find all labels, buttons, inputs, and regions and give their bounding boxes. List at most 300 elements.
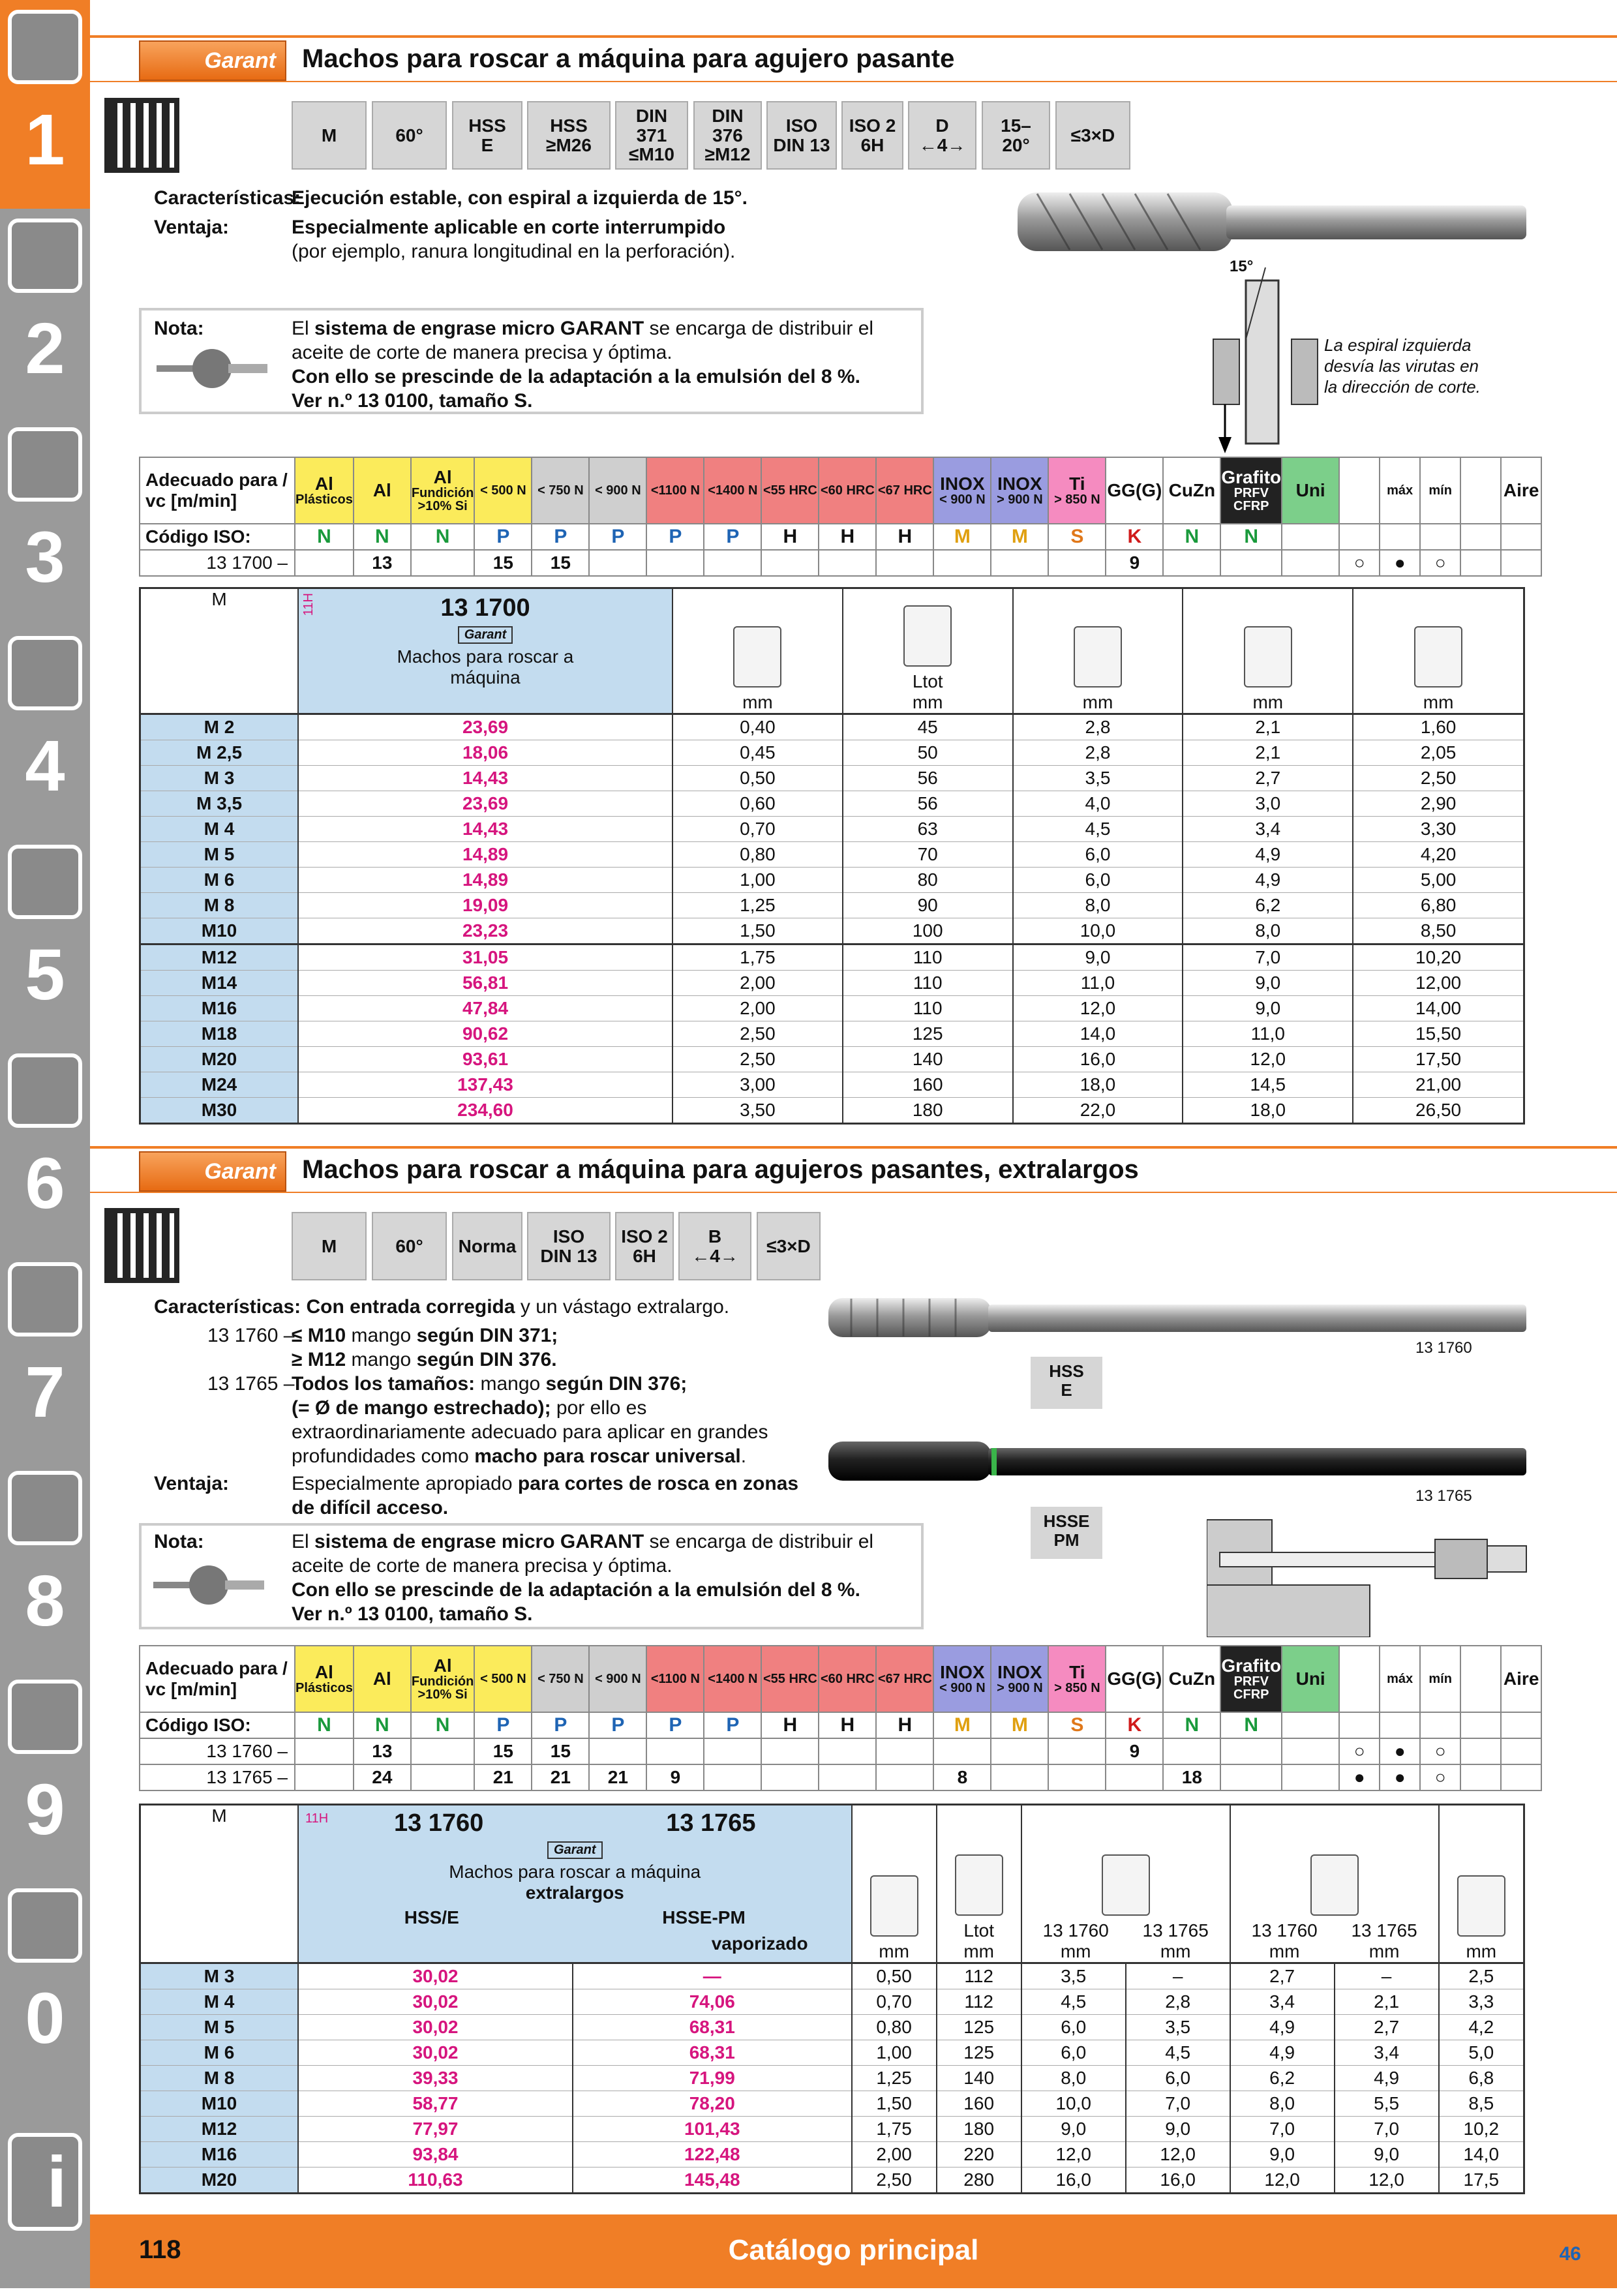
note-bold: Con ello se prescinde de la adaptación a la emulsión del 8 %. (292, 366, 860, 387)
material-column (1048, 1646, 1106, 1712)
iso-code: N (354, 524, 411, 550)
material-sub: Plásticos (295, 1681, 353, 1695)
qr-code[interactable] (104, 1208, 179, 1283)
drill-icon (8, 10, 82, 84)
value-cell: 3,0 (1183, 791, 1353, 817)
size-cell: M 8 (140, 893, 299, 918)
value-cell: 5,5 (1335, 2091, 1439, 2117)
tap-icon (8, 427, 82, 502)
note-line (292, 389, 873, 413)
speed-value (761, 1764, 819, 1790)
material-column (933, 1646, 991, 1712)
material-column (532, 1646, 589, 1712)
pliers-icon (8, 1262, 82, 1337)
value-cell: 1,60 (1353, 714, 1524, 740)
speed-value: ● (1380, 1738, 1420, 1764)
tolerance-label: 11H (305, 1811, 329, 1826)
label-line: Adecuado para / (145, 470, 288, 490)
price-cell: — (573, 1963, 852, 1989)
material-sub: < 500 N (480, 1672, 526, 1686)
note-text (292, 1530, 873, 1626)
price-cell: 14,43 (298, 817, 672, 842)
iso-code: P (532, 524, 589, 550)
material-name: Al (433, 467, 452, 487)
speed-value: ● (1380, 550, 1420, 576)
advantage-text: Especialmente apropiado (292, 1473, 518, 1494)
value-cell: 6,0 (1021, 2040, 1126, 2066)
sidebar-tab-0[interactable] (0, 1879, 90, 2087)
material-sub: Fundición >10% Si (411, 486, 474, 513)
price-cell: 122,48 (573, 2142, 852, 2168)
value-cell: 6,2 (1230, 2066, 1335, 2091)
material-sub: <1400 N (708, 483, 758, 498)
sub-article: 13 1760 (1251, 1920, 1318, 1941)
iso-code: N (411, 1712, 475, 1738)
caption-line: la dirección de corte. (1324, 377, 1481, 397)
material-name: Ti (1069, 474, 1085, 494)
speed-value (295, 1764, 354, 1790)
price-cell: 30,02 (298, 2015, 573, 2040)
value-cell: 2,7 (1335, 2015, 1439, 2040)
material-column (1339, 457, 1380, 524)
material-column (1420, 457, 1460, 524)
value-cell: 1,00 (852, 2040, 937, 2066)
spec-badge: ISO DIN 13 (527, 1212, 611, 1280)
lubrication-nozzle-icon (157, 346, 267, 391)
material-sub: PRFV CFRP (1233, 486, 1269, 513)
table-row (140, 714, 1524, 740)
iso-code: M (991, 1712, 1048, 1738)
material-name: Al (314, 474, 333, 494)
value-cell: 2,05 (1353, 740, 1524, 766)
caption-line: desvía las virutas en (1324, 356, 1479, 376)
advantage-text: (por ejemplo, ranura longitudinal en la perforación). (292, 241, 736, 262)
price-cell: 58,77 (298, 2091, 573, 2117)
sidebar-tab-4[interactable] (0, 626, 90, 835)
value-cell: 10,0 (1021, 2091, 1126, 2117)
garant-logo: Garant (547, 1841, 602, 1859)
thread-pitch-icon (870, 1875, 918, 1937)
value-cell: 10,20 (1353, 944, 1524, 971)
speed-value (1460, 1738, 1501, 1764)
material-column (991, 457, 1048, 524)
material-sub: < 900 N (939, 1681, 986, 1695)
speed-row (140, 1764, 1541, 1790)
material-sub: > 850 N (1054, 1681, 1100, 1695)
value-cell: 21,00 (1353, 1072, 1524, 1098)
table-row (140, 2117, 1524, 2142)
value-cell: 4,9 (1183, 842, 1353, 868)
page-number: 118 (139, 2235, 181, 2264)
speed-value: 24 (354, 1764, 411, 1790)
material-badge: HSS E (1031, 1357, 1102, 1409)
price-cell: 31,05 (298, 944, 672, 971)
table-row (140, 2015, 1524, 2040)
speed-value (589, 550, 646, 576)
material-sub: <67 HRC (877, 1672, 932, 1686)
unit-label: mm (1423, 692, 1454, 712)
sidebar-tab-9[interactable] (0, 1670, 90, 1879)
value-cell: 110 (843, 971, 1013, 996)
iso-code: N (1163, 524, 1220, 550)
sidebar-number: 1 (25, 100, 65, 180)
spec-line (292, 1348, 557, 1372)
value-cell: 3,50 (672, 1098, 843, 1124)
qr-code[interactable] (104, 98, 179, 173)
col-m-header: M (140, 588, 299, 714)
value-cell: 63 (843, 817, 1013, 842)
value-cell: 180 (843, 1098, 1013, 1124)
suitability-label (140, 457, 295, 524)
value-cell: 3,5 (1021, 1963, 1126, 1989)
price-cell: 39,33 (298, 2066, 573, 2091)
price-cell: 137,43 (298, 1072, 672, 1098)
unit-label: mm (1082, 692, 1113, 712)
sidebar-tab-6[interactable] (0, 1044, 90, 1252)
size-cell: M20 (140, 1047, 299, 1072)
material-name: INOX (940, 1662, 985, 1682)
sidebar-number: 9 (25, 1770, 65, 1850)
tool-code: 13 1760 (1415, 1339, 1472, 1357)
material-sub: máx (1387, 1672, 1413, 1686)
material-name: Al (314, 1662, 333, 1682)
iso-code: P (646, 524, 704, 550)
value-cell: 22,0 (1013, 1098, 1183, 1124)
value-cell: 90 (843, 893, 1013, 918)
size-cell: M 6 (140, 868, 299, 893)
table-row (140, 842, 1524, 868)
material-column (1282, 457, 1339, 524)
shank-diameter-icon (1102, 1854, 1150, 1916)
material-sub: vaporizado (711, 1933, 808, 1954)
sub-article: 13 1765 (1351, 1920, 1417, 1941)
product-table-13-1700 (139, 587, 1525, 1125)
spec-badge: ≤3×D (757, 1212, 821, 1280)
iso-code: M (933, 1712, 991, 1738)
material-column (819, 457, 876, 524)
speed-value: 21 (532, 1764, 589, 1790)
spec-badge: D ←4→ (908, 101, 976, 170)
spec-bold: ≥ M12 (292, 1349, 346, 1370)
advantage-bold: para cortes de rosca en zonas (517, 1473, 799, 1494)
note-bold: Con ello se prescinde de la adaptación a la emulsión del 8 %. (292, 1579, 860, 1601)
iso-code (1380, 524, 1420, 550)
garant-logo: Garant (458, 626, 513, 644)
iso-code (1460, 524, 1501, 550)
spec-text: por ello es (551, 1397, 647, 1419)
iso-code: P (589, 1712, 646, 1738)
iso-code (1501, 524, 1541, 550)
label-line: Adecuado para / (145, 1658, 288, 1678)
speed-value (1460, 550, 1501, 576)
price-cell: 101,43 (573, 2117, 852, 2142)
material-sub: mín (1428, 483, 1452, 498)
material-label: HSSE-PM (662, 1907, 746, 1927)
advantage-label: Ventaja: (154, 1473, 230, 1494)
section-title: Machos para roscar a máquina para agujero pasante (302, 44, 955, 73)
value-cell: 2,7 (1183, 766, 1353, 791)
iso-code: N (411, 524, 475, 550)
table-row (140, 791, 1524, 817)
value-cell: 4,5 (1013, 817, 1183, 842)
article-code: 13 1765 – (140, 1764, 295, 1790)
speed-value (704, 1738, 761, 1764)
material-name: Aire (1503, 1669, 1539, 1689)
speed-value (295, 550, 354, 576)
speed-value: ○ (1420, 550, 1460, 576)
material-name: INOX (997, 474, 1042, 494)
spec-badge: DIN 371 ≤M10 (615, 101, 688, 170)
features-label: Características: (154, 187, 301, 209)
value-cell: 2,50 (672, 1021, 843, 1047)
speed-value (991, 1764, 1048, 1790)
shank-diameter-icon (1074, 626, 1122, 687)
material-sub: <60 HRC (820, 483, 875, 498)
iso-code: P (589, 524, 646, 550)
speed-value: 21 (589, 1764, 646, 1790)
tap-photo-13-1700 (1011, 186, 1533, 258)
speed-value (761, 550, 819, 576)
dim-header (1183, 588, 1353, 714)
features-bold: Con entrada corregida (306, 1296, 515, 1318)
value-cell: 8,50 (1353, 918, 1524, 944)
sidebar-tab-7[interactable] (0, 1252, 90, 1461)
square-size-icon (1244, 626, 1292, 687)
title-underline (90, 81, 1617, 82)
material-sub: < 500 N (480, 483, 526, 498)
unit-label: mm (912, 692, 943, 712)
speed-value: ○ (1339, 550, 1380, 576)
material-column (1501, 1646, 1541, 1712)
features-line (154, 1295, 729, 1319)
note-text: se encarga de distribuir el (644, 318, 874, 339)
speed-value (704, 550, 761, 576)
table-row (140, 1989, 1524, 2015)
value-cell: 4,2 (1439, 2015, 1524, 2040)
spec-line (292, 1396, 646, 1420)
sidebar-tab-1[interactable] (0, 0, 90, 209)
value-cell: 8,0 (1230, 2091, 1335, 2117)
iso-code (1339, 1712, 1380, 1738)
price-cell: 110,63 (298, 2168, 573, 2194)
material-sub: > 900 N (997, 1681, 1043, 1695)
dim-header (843, 588, 1013, 714)
speed-value: 15 (532, 1738, 589, 1764)
value-cell: 4,9 (1230, 2015, 1335, 2040)
size-cell: M 4 (140, 1989, 299, 2015)
deep-hole-diagram (1207, 1507, 1533, 1637)
value-cell: 0,60 (672, 791, 843, 817)
size-cell: M 4 (140, 817, 299, 842)
sidebar-tab-i[interactable] (0, 2087, 90, 2296)
iso-code: S (1048, 524, 1106, 550)
size-cell: M14 (140, 971, 299, 996)
value-cell: 11,0 (1013, 971, 1183, 996)
features-text: Ejecución estable, con espiral a izquierda de 15°. (292, 187, 748, 209)
angle-label: 15° (1230, 258, 1254, 275)
speed-value: 13 (354, 1738, 411, 1764)
material-sub: > 900 N (997, 492, 1043, 507)
sidebar-number: 3 (25, 517, 65, 597)
iso-code: N (1163, 1712, 1220, 1738)
material-name: CuZn (1168, 1669, 1216, 1689)
size-cell: M24 (140, 1072, 299, 1098)
value-cell: 4,5 (1021, 1989, 1126, 2015)
value-cell: 12,0 (1183, 1047, 1353, 1072)
value-cell: 0,70 (852, 1989, 937, 2015)
value-cell: 12,0 (1013, 996, 1183, 1021)
speed-value (1220, 550, 1282, 576)
material-column (646, 1646, 704, 1712)
spec-badge: 60° (372, 101, 447, 170)
price-cell: 68,31 (573, 2040, 852, 2066)
value-cell: 3,3 (1439, 1989, 1524, 2015)
desc-line: Machos para roscar a máquina (449, 1862, 701, 1882)
iso-code: N (354, 1712, 411, 1738)
material-sub: máx (1387, 483, 1413, 498)
value-cell: – (1335, 1963, 1439, 1989)
material-name: Al (372, 480, 391, 500)
value-cell: 6,0 (1013, 868, 1183, 893)
pdf-page-number: 46 (1559, 2243, 1581, 2265)
size-cell: M 2,5 (140, 740, 299, 766)
note-line (292, 365, 873, 389)
value-cell: – (1126, 1963, 1230, 1989)
spec-line (292, 1323, 558, 1348)
material-column (354, 457, 411, 524)
value-cell: 1,25 (852, 2066, 937, 2091)
footer-title: Catálogo principal (728, 2234, 979, 2266)
insert-icon (8, 219, 82, 293)
value-cell: 11,0 (1183, 1021, 1353, 1047)
material-column (1460, 457, 1501, 524)
sidebar-number: i (46, 2142, 67, 2222)
iso-code: N (295, 1712, 354, 1738)
toolcase-icon (8, 1471, 82, 1545)
price-cell: 56,81 (298, 971, 672, 996)
table-row (140, 740, 1524, 766)
material-label: HSS/E (404, 1907, 459, 1927)
price-cell: 77,97 (298, 2117, 573, 2142)
material-column (1163, 457, 1220, 524)
article-number: 13 1760 (393, 1809, 484, 1837)
spec-bold: según DIN 371; (416, 1325, 558, 1346)
dim-header (937, 1805, 1021, 1963)
material-sub: Plásticos (295, 492, 353, 507)
spec-bold: (= Ø de mango estrechado); (292, 1397, 551, 1419)
iso-code: K (1106, 524, 1163, 550)
size-cell: M 3 (140, 1963, 299, 1989)
speed-value (295, 1738, 354, 1764)
speed-value (819, 1764, 876, 1790)
price-cell: 74,06 (573, 1989, 852, 2015)
spec-badge: B ←4→ (678, 1212, 751, 1280)
material-column (761, 457, 819, 524)
size-cell: M18 (140, 1021, 299, 1047)
speed-value: 8 (933, 1764, 991, 1790)
value-cell: 3,5 (1126, 2015, 1230, 2040)
desc-line: máquina (450, 667, 521, 687)
size-cell: M12 (140, 2117, 299, 2142)
iso-code: P (704, 524, 761, 550)
speed-value (991, 1738, 1048, 1764)
speed-value: ● (1339, 1764, 1380, 1790)
value-cell: 14,0 (1013, 1021, 1183, 1047)
value-cell: 220 (937, 2142, 1021, 2168)
material-name: Ti (1069, 1662, 1085, 1682)
spec-badge: ISO 2 6H (615, 1212, 674, 1280)
note-text: aceite de corte de manera precisa y óptima. (292, 342, 672, 363)
value-cell: 5,0 (1439, 2040, 1524, 2066)
material-column (876, 457, 933, 524)
price-cell: 93,84 (298, 2142, 573, 2168)
speed-value: 15 (474, 1738, 532, 1764)
speed-value (411, 1738, 475, 1764)
info-icon (8, 2133, 82, 2231)
speed-value (589, 1738, 646, 1764)
price-cell: 68,31 (573, 2015, 852, 2040)
iso-code: N (1220, 524, 1282, 550)
value-cell: 8,0 (1013, 893, 1183, 918)
speed-value (876, 550, 933, 576)
value-cell: 2,8 (1013, 740, 1183, 766)
note-line (292, 340, 873, 365)
sidebar-tab-8[interactable] (0, 1461, 90, 1670)
size-cell: M30 (140, 1098, 299, 1124)
value-cell: 15,50 (1353, 1021, 1524, 1047)
price-cell: 30,02 (298, 2040, 573, 2066)
label-line: vc [m/min] (145, 491, 237, 511)
material-column (876, 1646, 933, 1712)
speed-value (1460, 1764, 1501, 1790)
sidebar-tab-2[interactable] (0, 209, 90, 417)
value-cell: 26,50 (1353, 1098, 1524, 1124)
iso-code: P (646, 1712, 704, 1738)
spec-badge: M (292, 1212, 367, 1280)
note-text: El (292, 318, 315, 339)
value-cell: 2,1 (1183, 740, 1353, 766)
sidebar-tab-5[interactable] (0, 835, 90, 1044)
material-column (1220, 1646, 1282, 1712)
unit-label: mm (963, 1941, 994, 1961)
note-bold: Ver n.º 13 0100, tamaño S. (292, 1603, 533, 1625)
article-number: 13 1765 (666, 1809, 756, 1837)
material-name: Aire (1503, 480, 1539, 500)
table-row (140, 1021, 1524, 1047)
material-column (295, 1646, 354, 1712)
iso-code (1460, 1712, 1501, 1738)
material-sub: < 750 N (537, 1672, 584, 1686)
note-label: Nota: (154, 1531, 204, 1552)
iso-code: P (532, 1712, 589, 1738)
speed-value: 15 (474, 550, 532, 576)
value-cell: 2,7 (1230, 1963, 1335, 1989)
product-table-13-1760-1765 (139, 1804, 1525, 2194)
sidebar-tab-3[interactable] (0, 417, 90, 626)
thread-pitch-icon (733, 626, 781, 687)
material-column (589, 1646, 646, 1712)
unit-labels (1026, 1941, 1226, 1962)
unit-label: mm (1252, 692, 1284, 712)
value-cell: 110 (843, 944, 1013, 971)
table-row (140, 1072, 1524, 1098)
size-cell: M 3,5 (140, 791, 299, 817)
value-cell: 160 (843, 1072, 1013, 1098)
value-cell: 18,0 (1183, 1098, 1353, 1124)
value-cell: 2,50 (852, 2168, 937, 2194)
price-cell: 30,02 (298, 1963, 573, 1989)
sidebar-number: 2 (25, 309, 65, 389)
